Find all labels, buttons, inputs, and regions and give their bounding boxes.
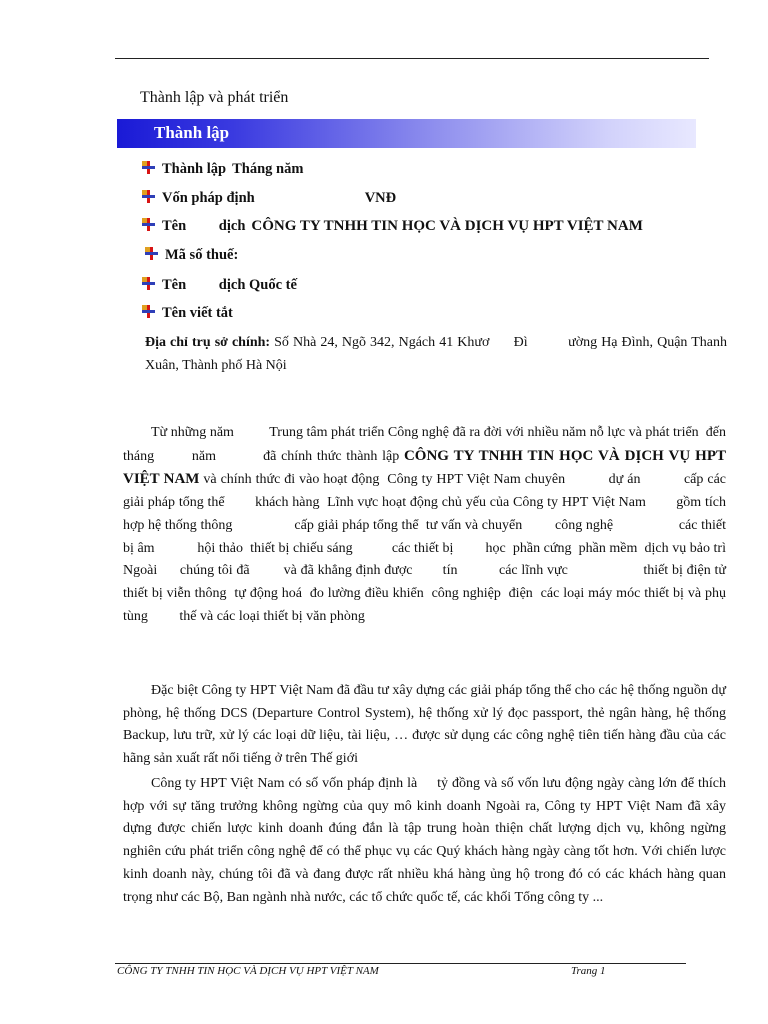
bullet-cross-icon bbox=[142, 218, 155, 231]
paragraph-history-part1: Từ những năm Trung tâm phát triển Công nghệ đã ra đời với nhiều năm nỗ lực và phát triển đến tháng năm đã chính thức thành lập bbox=[123, 425, 730, 464]
address-block bbox=[145, 331, 731, 377]
footer-rule bbox=[115, 963, 686, 964]
info-value: VNĐ bbox=[364, 190, 397, 206]
footer-company: CÔNG TY TNHH TIN HỌC VÀ DỊCH VỤ HPT VIỆT NAM bbox=[117, 965, 379, 977]
info-item-capital bbox=[142, 190, 396, 207]
info-label: Thành lập bbox=[162, 161, 227, 177]
info-item-trade-name bbox=[142, 218, 643, 235]
bullet-cross-icon bbox=[142, 277, 155, 290]
info-value: CÔNG TY TNHH TIN HỌC VÀ DỊCH VỤ HPT VIỆT NAM bbox=[251, 218, 643, 234]
paragraph-history bbox=[123, 422, 733, 628]
bullet-cross-icon bbox=[142, 305, 155, 318]
header-rule bbox=[115, 58, 709, 59]
info-item-intl-name bbox=[142, 277, 303, 294]
info-label: Tên viết tắt bbox=[162, 305, 233, 321]
bullet-cross-icon bbox=[142, 161, 155, 174]
info-item-abbreviation bbox=[142, 305, 239, 322]
banner-title: Thành lập bbox=[154, 123, 230, 142]
address-label: Địa chỉ trụ sở chính: bbox=[145, 335, 271, 350]
info-label: Mã số thuế: bbox=[165, 247, 239, 263]
address-text: Số Nhà 24, Ngõ 342, Ngách 41 Khươ Đì ường Hạ Đình, Quận Thanh Xuân, Thành phố Hà Nội bbox=[145, 335, 731, 373]
paragraph-capital: Công ty HPT Việt Nam có số vốn pháp định là tỷ đồng và số vốn lưu động ngày càng lớn để thích hợp với sự tăng trưởng không ngừng của quy mô kinh doanh Ngoài ra, Công ty HPT Việt Nam đã xây dựng được chiến lược kinh doanh đúng đắn là tập trung hoàn thiện chất lượng dịch vụ, không ngừng nghiên cứu phát triển công nghệ để có thể phục vụ các Quý khách hàng ngày càng tốt hơn. Với chiến lược kinh doanh này, chúng tôi đã và đang được rất nhiều khá hàng ủng hộ trong đó có các khách hàng quan trọng như các Bộ, Ban ngành nhà nước, các tổ chức quốc tế, các khối Tổng công ty ... bbox=[123, 776, 730, 905]
info-value: Tháng năm bbox=[232, 161, 304, 177]
bullet-cross-icon bbox=[145, 247, 158, 260]
footer-page-number: Trang 1 bbox=[571, 965, 606, 977]
bullet-cross-icon bbox=[142, 190, 155, 203]
company-name: CÔNG TY TNHH TIN HỌC VÀ DỊCH VỤ HPT VIỆT NAM bbox=[123, 447, 730, 488]
section-banner bbox=[117, 119, 696, 148]
paragraph-solutions: Đặc biệt Công ty HPT Việt Nam đã đầu tư xây dựng các giải pháp tổng thể cho các hệ thống nguồn dự phòng, hệ thống DCS (Departure Control System), hệ thống xử lý đọc passport, thẻ ngân hàng, hệ thống Backup, lưu trữ, xử lý các loại dữ liệu, tài liệu, … được sử dụng các công nghệ tiên tiến hàng đầu của các hãng sản xuất rất nổi tiếng ở trên Thế giới bbox=[123, 683, 726, 767]
paragraph-history-part2: và chính thức đi vào hoạt động Công ty HPT Việt Nam chuyên dự án cấp các giải pháp tổng thể khách hàng Lĩnh vực hoạt động chủ yếu của Công ty HPT Việt Nam gồm tích hợp hệ thống thông cấp giải pháp tổng thể tư vấn và chuyển công nghệ các thiết bị âm hội thảo thiết bị chiếu sáng các thiết bị học phần cứng phần mềm dịch vụ bảo trì Ngoài chúng tôi đã và đã khẳng định được tín các lĩnh vực thiết bị điện tử thiết bị viễn thông tự động hoá đo lường điều khiển công nghiệp điện các loại máy móc thiết bị và phụ tùng thế và các loại thiết bị văn phòng bbox=[123, 472, 733, 624]
info-label: Tên dịch bbox=[162, 218, 246, 234]
info-label: Tên dịch Quốc tế bbox=[162, 277, 297, 293]
info-label: Vốn pháp định bbox=[162, 190, 255, 206]
info-item-founded bbox=[142, 161, 303, 178]
section-subtitle: Thành lập và phát triển bbox=[140, 89, 289, 106]
info-item-tax-code bbox=[145, 247, 244, 264]
